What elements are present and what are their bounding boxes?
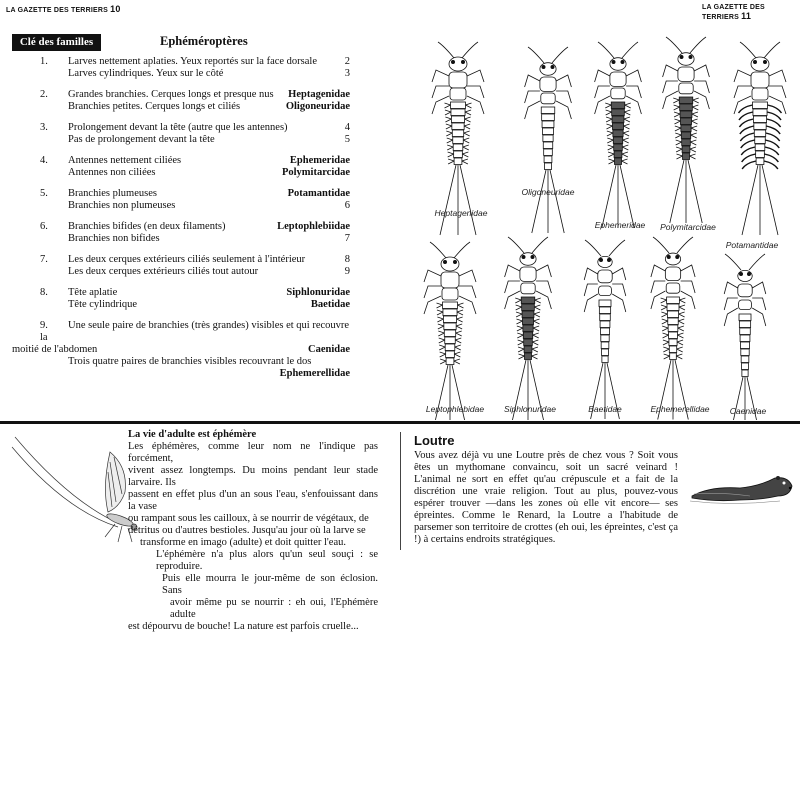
key-text: Branchies bifides (en deux filaments)	[68, 221, 226, 232]
larva-family-caption: Caenidae	[729, 406, 767, 416]
key-entry-4	[40, 155, 350, 179]
header-right-page: 11	[741, 11, 752, 21]
key-entries	[40, 56, 350, 311]
key-num: 6.	[40, 221, 48, 232]
row2-larva-3	[584, 240, 626, 419]
larva-family-caption: Polymitarcidae	[660, 222, 716, 232]
row2-larva-5	[724, 254, 766, 420]
otter-article-title: Loutre	[414, 433, 455, 448]
row2-larva-4	[651, 237, 695, 420]
otter-article-body: Vous avez déjà vu une Loutre près de chez vous ? Soit vous êtes un mythomane convaincu, soit un sacré veinard ! L'animal ne sort en effet qu'au crépuscule et a fait de la discrétion une vraie religion. Tout au plus, pouvez-vous espérer trouver —dans les zones où elle vit encore— ses épreintes. Comme le Renard, la Loutre a l'habitude de parsemer son territoire de crottes (eh oui, les épreintes, c'est ça !) à certains endroits stratégiques.	[414, 450, 678, 545]
row2-larva-2	[505, 237, 552, 420]
key-text: Tête aplatie	[68, 287, 118, 298]
mayfly-larva-drawings	[400, 0, 800, 420]
adult-article-line: L'éphémère n'a plus alors qu'un seul souçi : se reproduire.	[156, 549, 378, 572]
key-result: Ephemeridae	[289, 155, 350, 166]
identification-key	[12, 56, 350, 389]
larva-family-caption: Ephemeridae	[594, 220, 646, 230]
larva-family-caption: Potamantidae	[725, 240, 779, 250]
adult-article-body	[128, 441, 378, 633]
key-text: Branchies plumeuses	[68, 188, 157, 199]
key-text: Trois quatre paires de branchies visibles recouvrant le dos	[68, 356, 312, 367]
key-num: 5.	[40, 188, 48, 199]
row1-larva-3	[595, 42, 642, 228]
key-text: Prolongement devant la tête (autre que les antennes)	[68, 122, 288, 133]
otter-drawing	[690, 468, 795, 508]
key-entry-5	[40, 188, 350, 212]
larva-family-caption: Ephemerellidae	[650, 404, 710, 414]
key-text: Antennes non ciliées	[68, 167, 156, 178]
key-num: 1.	[40, 56, 48, 67]
key-num: 3.	[40, 122, 48, 133]
key-num: 8.	[40, 287, 48, 298]
key-result: Ephemerellidae	[279, 368, 350, 379]
key-text: Une seule paire de branchies (très grandes) visibles et qui recouvre la	[40, 320, 350, 343]
key-result: Heptagenidae	[288, 89, 350, 100]
adult-article-line: Les éphémères, comme leur nom ne l'indique pas forcément,	[128, 441, 378, 464]
key-text: moitié de l'abdomen	[12, 344, 98, 355]
larva-family-caption: Oligoneuridae	[521, 187, 575, 197]
larva-family-caption: Heptagenidae	[434, 208, 488, 218]
key-text: Antennes nettement ciliées	[68, 155, 182, 166]
adult-mayfly-drawing	[10, 432, 140, 552]
key-result: Potamantidae	[287, 188, 350, 199]
key-entry-9	[12, 320, 350, 380]
key-entry-3	[40, 122, 350, 146]
key-result: Siphlonuridae	[286, 287, 350, 298]
key-result: Leptophlebiidae	[277, 221, 350, 232]
key-result: Oligoneuridae	[285, 101, 350, 112]
adult-article-line: transforme en imago (adulte) et doit quitter l'eau.	[140, 537, 346, 548]
row1-larva-4	[663, 37, 710, 223]
header-left-page: 10	[110, 4, 121, 14]
key-result: 6	[344, 200, 350, 211]
key-result: 7	[344, 233, 350, 244]
adult-article-line: Puis elle mourra le jour-même de son éclosion. Sans	[162, 573, 378, 596]
key-entry-7	[40, 254, 350, 278]
adult-article-line: vivent assez longtemps. Du moins pendant leur stade larvaire. Ils	[128, 465, 378, 488]
key-result: Polymitarcidae	[281, 167, 350, 178]
key-num: 4.	[40, 155, 48, 166]
key-text: Les deux cerques extérieurs ciliés seulement à l'intérieur	[68, 254, 306, 265]
row1-larva-2	[525, 47, 572, 233]
key-text: Tête cylindrique	[68, 299, 138, 310]
key-num: 9.	[40, 320, 48, 331]
key-entry-2	[40, 89, 350, 113]
key-entry-8	[40, 287, 350, 311]
adult-article-line: passent en effet plus d'un an sous l'eau, s'enfouissant dans la vase	[128, 489, 378, 512]
key-num: 7.	[40, 254, 48, 265]
key-text: Branchies non plumeuses	[68, 200, 176, 211]
header-left-title: LA GAZETTE DES TERRIERS	[6, 7, 108, 14]
row1-larva-1	[432, 42, 484, 235]
key-result: 8	[344, 254, 350, 265]
key-text: Pas de prolongement devant la tête	[68, 134, 215, 145]
adult-article-line: est dépourvu de bouche! La nature est parfois cruelle...	[128, 621, 359, 632]
larva-family-caption: Leptophlebidae	[425, 404, 485, 414]
row1-larva-5	[734, 42, 786, 235]
key-entry-1	[40, 56, 350, 80]
key-result: Baetidae	[310, 299, 350, 310]
header-left	[6, 4, 121, 14]
key-num: 2.	[40, 89, 48, 100]
adult-article-title: La vie d'adulte est éphémère	[128, 429, 257, 440]
key-result: 4	[344, 122, 350, 133]
key-result: Caenidae	[308, 344, 350, 355]
column-divider	[400, 432, 401, 550]
key-text: Larves nettement aplaties. Yeux reportés sur la face dorsale	[68, 56, 317, 67]
key-text: Branchies petites. Cerques longs et ciliés	[68, 101, 241, 112]
larva-family-caption: Baetidae	[588, 404, 622, 414]
adult-article-line: détritus ou d'autres bestioles. Jusqu'au jour où la larve se	[128, 525, 366, 536]
horizontal-divider	[0, 421, 800, 424]
key-label: Clé des familles	[12, 34, 101, 51]
key-text: Grandes branchies. Cerques longs et presque nus	[68, 89, 274, 100]
key-result: 3	[344, 68, 350, 79]
key-text: Branchies non bifides	[68, 233, 160, 244]
key-text: Larves cylindriques. Yeux sur le côté	[68, 68, 224, 79]
row2-larva-1	[424, 242, 476, 420]
header-right-title: LA GAZETTE DES TERRIERS	[702, 4, 765, 21]
larva-family-caption: Siphlonuridae	[504, 404, 556, 414]
section-title: Ephéméroptères	[160, 34, 248, 48]
adult-article-line: ou rampant sous les cailloux, à se nourrir de végétaux, de	[128, 513, 369, 524]
key-result: 5	[344, 134, 350, 145]
key-result: 9	[344, 266, 350, 277]
key-entry-6	[40, 221, 350, 245]
key-text: Les deux cerques extérieurs ciliés tout autour	[68, 266, 259, 277]
adult-article-line: avoir même pu se nourrir : eh oui, l'Ephémère adulte	[170, 597, 378, 620]
key-result: 2	[344, 56, 350, 67]
